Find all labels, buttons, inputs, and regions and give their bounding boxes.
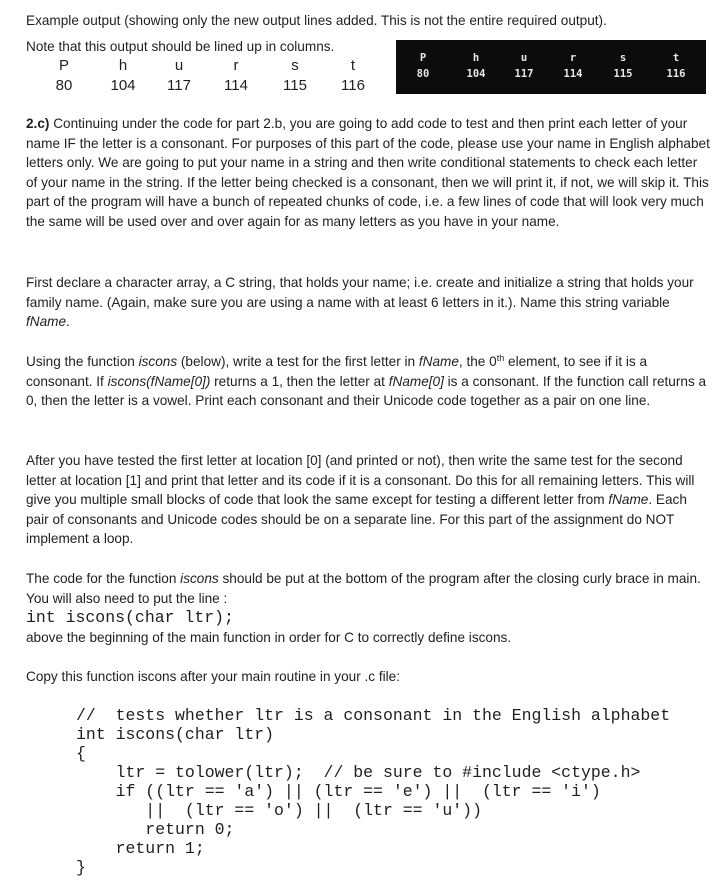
terminal-code: 80 (416, 68, 430, 80)
usage-text-d: element, to see if it is a consonant. If (26, 354, 648, 389)
usage-text-b: (below), write a test for the first letter in (177, 354, 419, 369)
iscons-term: iscons (138, 354, 178, 369)
code-line: ltr = tolower(ltr); // be sure to #include <ctype.h> (76, 763, 641, 782)
example-letter: t (350, 57, 356, 74)
usage-text-c: , the 0 (458, 354, 497, 369)
repeat-test-paragraph (26, 451, 710, 549)
repeat-text-b: . Each pair of consonants and Unicode codes should be on a separate line. For this part of the assignment do NOT implement a loop. (26, 492, 687, 547)
code-line: || (ltr == 'o') || (ltr == 'u')) (76, 801, 482, 820)
section-2c-text: Continuing under the code for part 2.b, you are going to add code to test and then print each letter of your name IF the letter is a consonant. For purposes of this part of the code, please use your name in English alphabet letters only. We are going to put your name in a string and then write conditional statements to check each letter of your name in the string. If the letter being checked is a consonant, then we will print it, if not, we will skip it. This part of the program will have a bunch of repeated chunks of code, i.e. a few lines of code that will look very much the same will be used over and over again for as many letters as you have in your name. (26, 116, 710, 229)
iscons-call-term: iscons(fName[0]) (107, 373, 211, 389)
prototype-line: int iscons(char ltr); (26, 608, 234, 627)
declare-paragraph (26, 273, 710, 332)
example-codes-row (0, 77, 400, 97)
code-line: if ((ltr == 'a') || (ltr == 'e') || (ltr == 'i') (76, 782, 601, 801)
terminal-code: 115 (613, 68, 633, 80)
terminal-letter: s (619, 52, 627, 64)
code-line: { (76, 744, 86, 763)
terminal-letter: t (672, 52, 680, 64)
terminal-letter: h (472, 52, 480, 64)
terminal-letter: u (520, 52, 528, 64)
fname-term: fName (26, 314, 67, 330)
usage-text-a: Using the function (26, 354, 139, 369)
usage-text-f: is a consonant. If the function call returns a 0, then the letter is a vowel. Print each consonant and their Unicode code together as a pair on one line. (26, 373, 707, 409)
example-code: 114 (224, 77, 248, 94)
copy-instruction: Copy this function iscons after your main routine in your .c file: (26, 669, 401, 684)
ordinal-suffix: th (496, 353, 505, 363)
example-letter: h (118, 57, 128, 74)
example-letter: P (58, 57, 69, 74)
code-line: int iscons(char ltr) (76, 725, 275, 744)
placement-text-b: should be put at the bottom of the program after the closing curly brace in main. You will also need to put the line : (26, 571, 701, 606)
fname-index-term: fName[0] (388, 373, 444, 389)
placement-after-text: above the beginning of the main function in order for C to correctly define iscons. (26, 630, 512, 645)
example-letter: u (174, 57, 184, 74)
example-code: 115 (283, 77, 307, 94)
code-line: } (76, 858, 86, 877)
section-label: 2.c) (26, 116, 50, 131)
example-letter: r (233, 57, 239, 74)
example-code: 104 (110, 77, 136, 94)
code-line: return 1; (76, 839, 205, 858)
iscons-term: iscons (180, 571, 219, 586)
example-letter: s (291, 57, 299, 74)
example-code: 116 (341, 77, 365, 94)
example-code: 80 (55, 77, 73, 94)
usage-text-e: returns a 1, then the letter at (210, 373, 389, 389)
placement-paragraph (26, 569, 710, 608)
fname-term: fName (608, 492, 649, 508)
terminal-output-image (396, 40, 706, 94)
code-line: // tests whether ltr is a consonant in the English alphabet (76, 706, 671, 725)
terminal-code: 116 (666, 68, 686, 80)
terminal-code: 104 (466, 68, 486, 80)
terminal-code: 114 (563, 68, 583, 80)
declare-text: First declare a character array, a C string, that holds your name; i.e. create and initialize a string that holds your family name. (Again, make sure you are using a name with at least 6 letters in it.). Name this string variable (26, 275, 694, 310)
repeat-text-a: After you have tested the first letter at location [0] (and printed or not), then write the same test for the second letter at location [1] and print that letter and its code if it is a consonant. Do this for all remaining letters. This will give you multiple small blocks of code that look the same except for testing a different letter from (26, 453, 695, 508)
terminal-code: 117 (514, 68, 534, 80)
terminal-letter: r (569, 52, 577, 64)
example-intro: Example output (showing only the new output lines added. This is not the entire required output). (26, 13, 607, 28)
example-code: 117 (167, 77, 191, 94)
fname-term: fName (418, 354, 459, 369)
declare-end: . (66, 314, 70, 330)
example-note: Note that this output should be lined up in columns. (26, 39, 335, 54)
terminal-letter: P (419, 52, 427, 64)
placement-text-a: The code for the function (26, 571, 181, 586)
iscons-usage-paragraph (26, 352, 710, 411)
example-letters-row (0, 57, 400, 77)
section-2c-paragraph (26, 114, 710, 232)
code-line: return 0; (76, 820, 235, 839)
